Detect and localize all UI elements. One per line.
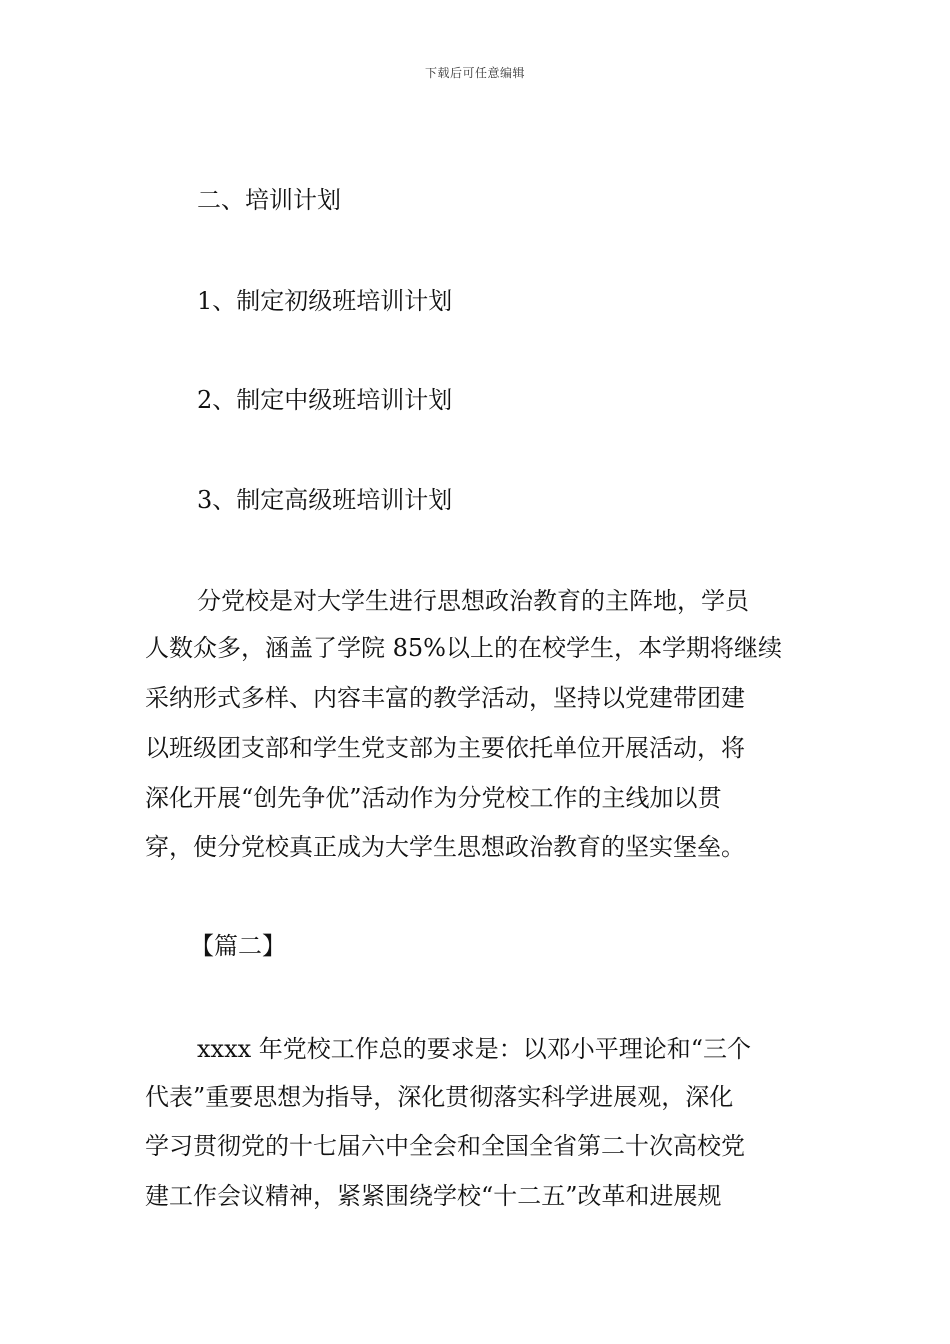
paragraph1-line-2: 人数众多，涵盖了学院 85%以上的在校学生，本学期将继续 [145,634,782,662]
paragraph1-line-3: 采纳形式多样、内容丰富的教学活动，坚持以党建带团建 [145,684,745,712]
page-header: 下载后可任意编辑 [424,66,525,80]
plan-item-3: 3、制定高级班培训计划 [197,486,453,514]
paragraph2-line-3: 学习贯彻党的十七届六中全会和全国全省第二十次高校党 [145,1132,745,1160]
section-two-title: 【篇二】 [190,932,286,960]
paragraph1-line-5: 深化开展“创先争优”活动作为分党校工作的主线加以贯 [145,784,722,812]
paragraph2-line-1: xxxx 年党校工作总的要求是：以邓小平理论和“三个 [197,1035,752,1063]
heading-training-plan: 二、培训计划 [197,186,341,214]
paragraph2-line-2: 代表”重要思想为指导，深化贯彻落实科学进展观，深化 [145,1083,734,1111]
paragraph1-line-6: 穿，使分党校真正成为大学生思想政治教育的坚实堡垒。 [145,833,745,861]
plan-item-1: 1、制定初级班培训计划 [197,287,453,315]
paragraph1-line-4: 以班级团支部和学生党支部为主要依托单位开展活动，将 [145,734,745,762]
paragraph2-line-4: 建工作会议精神，紧紧围绕学校“十二五”改革和进展规 [145,1182,722,1210]
paragraph1-line-1: 分党校是对大学生进行思想政治教育的主阵地，学员 [197,587,749,615]
plan-item-2: 2、制定中级班培训计划 [197,386,453,414]
